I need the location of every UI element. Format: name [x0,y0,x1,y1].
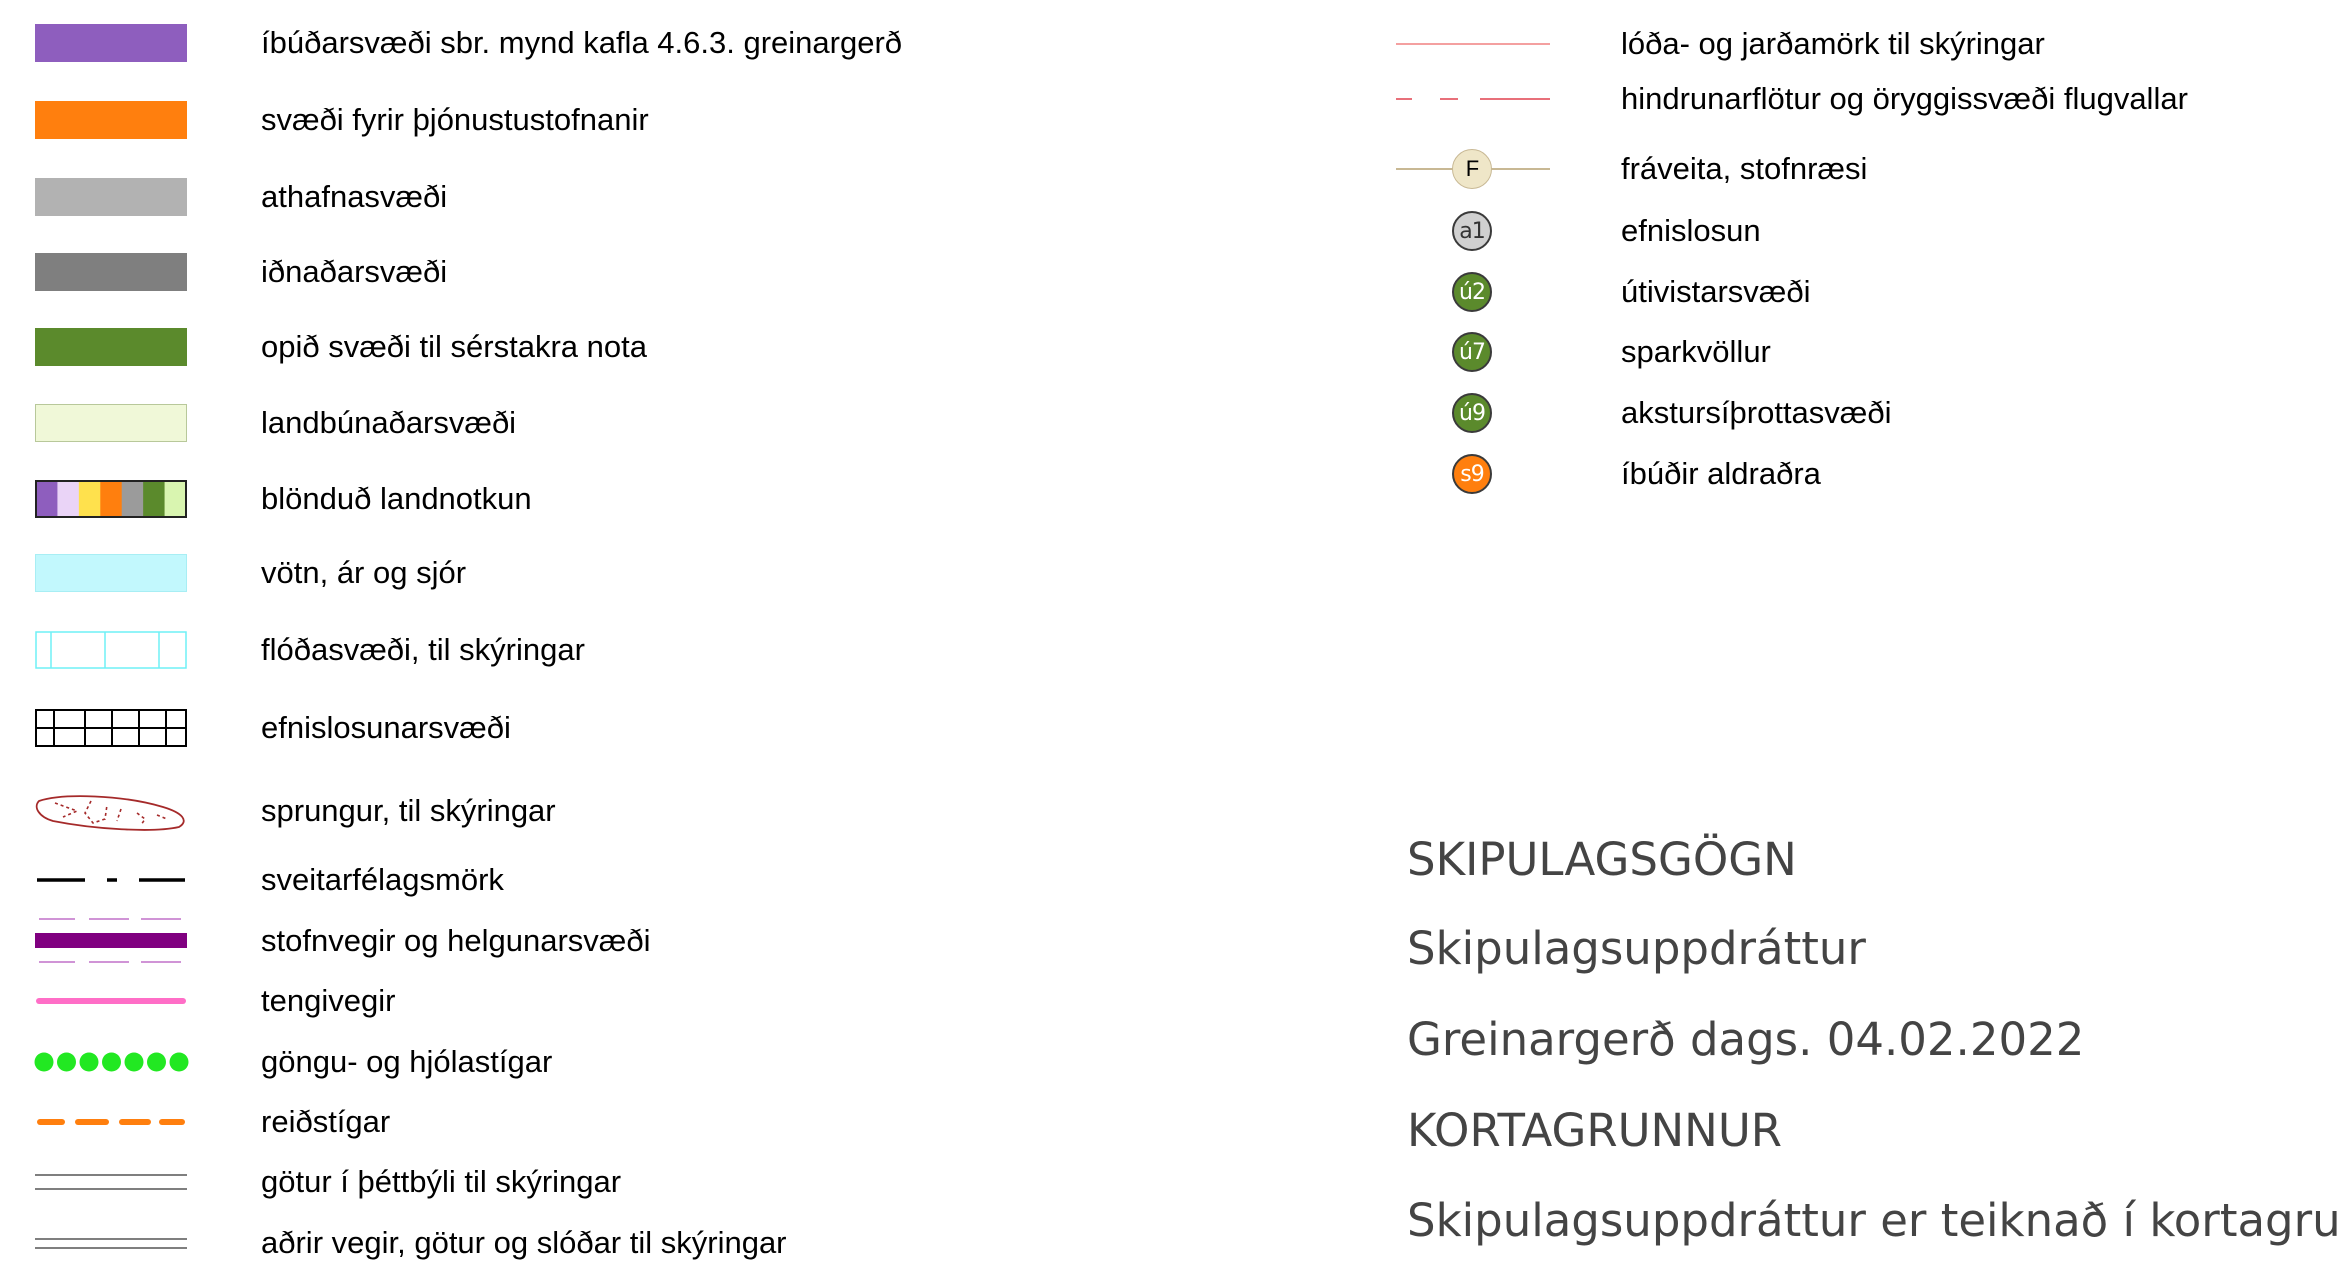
legend-label: sparkvöllur [1621,334,1771,369]
mixed-stripes-symbol [35,480,187,518]
fissure-outline-symbol [33,791,189,831]
dash-dot-line-symbol [35,874,187,886]
legend-label: útivistarsvæði [1621,274,1811,309]
legend-label: íbúðarsvæði sbr. mynd kafla 4.6.3. greinargerð [261,25,903,60]
legend-label: reiðstígar [261,1104,391,1139]
legend-label: stofnvegir og helgunarsvæði [261,923,651,958]
legend-label: sveitarfélagsmörk [261,862,504,897]
circle-badge-icon: a1 [1452,211,1492,251]
cyan-fill-symbol [35,554,187,592]
black-grid-symbol [35,709,187,747]
legend-label: tengivegir [261,983,396,1018]
pale-green-fill-symbol [35,404,187,442]
purple-fill-symbol [35,24,187,62]
purple-band-symbol [35,917,187,965]
green-dots-symbol [35,1050,191,1074]
green-fill-symbol [35,328,187,366]
circle-badge-icon: ú9 [1452,393,1492,433]
info-line-greinargerd: Greinargerð dags. 04.02.2022 [1407,1013,2085,1066]
legend-label: lóða- og jarðamörk til skýringar [1621,26,2045,61]
info-line-skipulagsuppdrattur: Skipulagsuppdráttur [1407,922,1866,975]
legend-label: fráveita, stofnræsi [1621,151,1868,186]
legend-label: iðnaðarsvæði [261,254,448,289]
orange-dashes-symbol [35,1116,187,1128]
legend-label: svæði fyrir þjónustustofnanir [261,102,649,137]
legend-label: göngu- og hjólastígar [261,1044,553,1079]
double-line-wide-symbol [35,1173,187,1191]
circle-badge-icon: ú7 [1452,332,1492,372]
thin-red-line-symbol [1396,41,1550,47]
legend-label: akstursíþrottasvæði [1621,395,1892,430]
dark-gray-fill-symbol [35,253,187,291]
cyan-grid-symbol [35,631,187,669]
sewer-badge-icon: F [1452,149,1492,189]
section-heading-skipulagsgogn: SKIPULAGSGÖGN [1407,833,1797,886]
legend-label: hindrunarflötur og öryggissvæði flugvallar [1621,81,2188,116]
circle-badge-icon: ú2 [1452,272,1492,312]
legend-label: sprungur, til skýringar [261,793,556,828]
legend-label: efnislosunarsvæði [261,710,511,745]
legend-label: opið svæði til sérstakra nota [261,329,647,364]
legend-label: flóðasvæði, til skýringar [261,632,585,667]
legend-label: blönduð landnotkun [261,481,532,516]
circle-badge-icon: s9 [1452,454,1492,494]
orange-fill-symbol [35,101,187,139]
info-line-kortagrunnur-text: Skipulagsuppdráttur er teiknað í kortagru [1407,1194,2341,1247]
legend-label: aðrir vegir, götur og slóðar til skýringar [261,1225,787,1260]
double-line-narrow-symbol [35,1237,187,1250]
legend-label: athafnasvæði [261,179,448,214]
light-gray-fill-symbol [35,178,187,216]
legend-label: vötn, ár og sjór [261,555,467,590]
legend-label: íbúðir aldraðra [1621,456,1821,491]
red-dash-line-symbol [1396,96,1550,102]
pink-line-symbol [35,996,187,1006]
section-heading-kortagrunnur: KORTAGRUNNUR [1407,1104,1783,1157]
legend-label: landbúnaðarsvæði [261,405,517,440]
legend-label: götur í þéttbýli til skýringar [261,1164,622,1199]
legend-label: efnislosun [1621,213,1761,248]
